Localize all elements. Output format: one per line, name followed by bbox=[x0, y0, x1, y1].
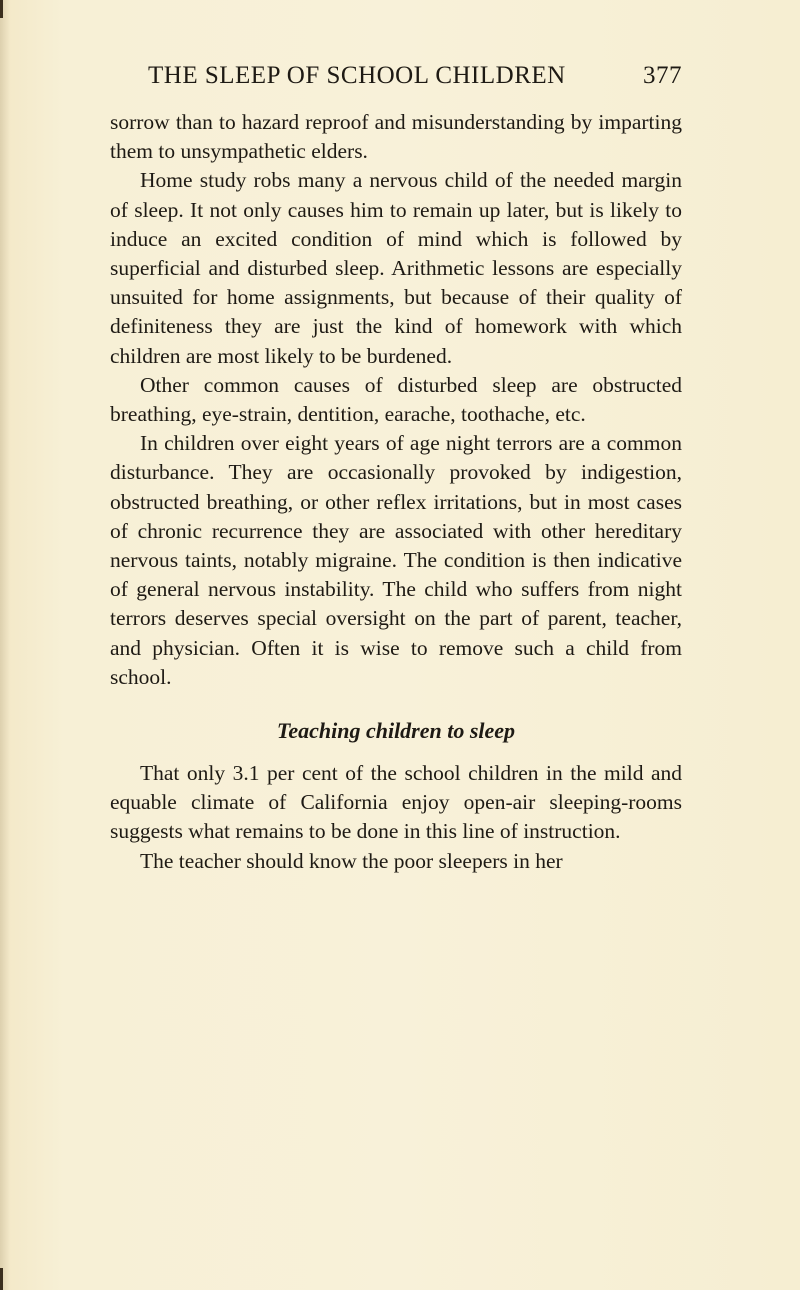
paragraph-poor-sleepers: The teacher should know the poor sleepers in her bbox=[140, 848, 563, 873]
section-heading: Teaching children to sleep bbox=[276, 718, 516, 744]
body-text bbox=[110, 108, 682, 876]
paragraph-open-air-sleeping: That only 3.1 per cent of the school children in the mild and equable climate of California enjoy open-air sleeping-rooms suggests what remains to be done in this line of instruction. bbox=[110, 761, 682, 844]
paragraph-other-causes: Other common causes of disturbed sleep are obstructed breathing, eye-strain, dentition, earache, toothache, etc. bbox=[110, 372, 682, 427]
page-number: 377 bbox=[643, 62, 682, 89]
paragraph-continued: sorrow than to hazard reproof and misunderstanding by imparting them to unsympathetic elders. bbox=[110, 110, 682, 164]
paragraph-home-study: Home study robs many a nervous child of the needed margin of sleep. It not only causes him to remain up later, but is likely to induce an excited condition of mind which is followed by superficial and disturbed sleep. Arithmetic lessons are especially unsuited for home assignments, but because of their quality of definiteness they are just the kind of homework with which children are most likely to be burdened. bbox=[110, 168, 682, 368]
page-edge-mark-top bbox=[0, 0, 3, 18]
running-head-title: THE SLEEP OF SCHOOL CHILDREN bbox=[148, 62, 566, 89]
paragraph-night-terrors: In children over eight years of age night terrors are a common disturbance. They are occasionally provoked by indigestion, obstructed breathing, or other reflex irritations, but in most cases of chronic recurrence they are associated with other hereditary nervous taints, notably migraine. The condition is then indicative of general nervous instability. The child who suffers from night terrors deserves special oversight on the part of parent, teacher, and physician. Often it is wise to remove such a child from school. bbox=[110, 431, 682, 689]
gutter-shadow bbox=[0, 0, 10, 1290]
page-edge-mark-bottom bbox=[0, 1268, 3, 1290]
running-head bbox=[148, 62, 682, 98]
